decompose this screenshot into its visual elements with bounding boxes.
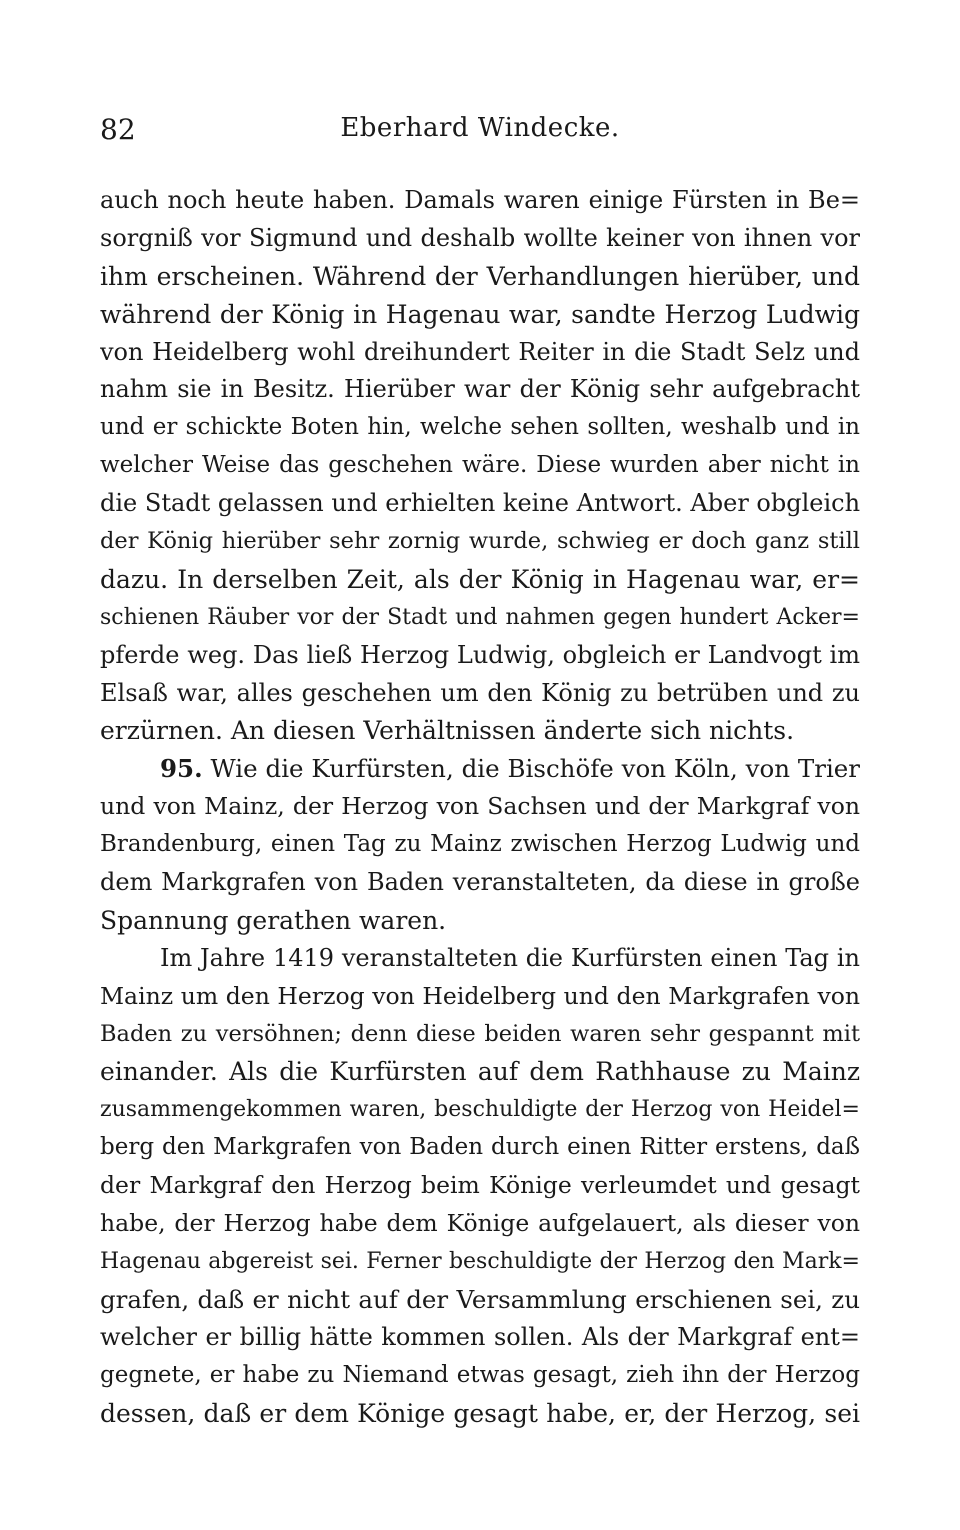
- text-line: sorgniß vor Sigmund und deshalb wollte keiner von ihnen vor: [100, 223, 860, 252]
- text-line: dessen, daß er dem Könige gesagt habe, er, der Herzog, sei: [100, 1398, 860, 1428]
- text-line: Mainz um den Herzog von Heidelberg und den Markgrafen von: [100, 981, 860, 1010]
- text-line: welcher Weise das geschehen wäre. Diese wurden aber nicht in: [100, 452, 860, 479]
- text-line: habe, der Herzog habe dem Könige aufgelauert, als dieser von: [100, 1209, 860, 1238]
- text-line: welcher er billig hätte kommen sollen. Als der Markgraf ent=: [100, 1322, 860, 1351]
- body-text: [100, 182, 860, 1432]
- section-heading-line: und von Mainz, der Herzog von Sachsen und der Markgraf von: [100, 792, 860, 821]
- text-line: und er schickte Boten hin, welche sehen sollten, weshalb und in: [100, 414, 860, 441]
- text-line: nahm sie in Besitz. Hierüber war der König sehr aufgebracht: [100, 375, 860, 404]
- page-number: 82: [100, 113, 136, 146]
- section-heading-text: Wie die Kurfürsten, die Bischöfe von Köln, von Trier: [210, 754, 860, 784]
- text-line: der Markgraf den Herzog beim Könige verleumdet und gesagt: [100, 1171, 860, 1200]
- text-line: erzürnen. An diesen Verhältnissen änderte sich nichts.: [100, 716, 795, 746]
- section-heading-line: Spannung gerathen waren.: [100, 905, 447, 935]
- text-line: grafen, daß er nicht auf der Versammlung erschienen sei, zu: [100, 1284, 860, 1314]
- text-line: während der König in Hagenau war, sandte Herzog Ludwig: [100, 299, 860, 329]
- text-line: Hagenau abgereist sei. Ferner beschuldigte der Herzog den Mark=: [100, 1248, 860, 1274]
- text-line: der König hierüber sehr zornig wurde, schwieg er doch ganz still: [100, 528, 860, 555]
- text-line: Elsaß war, alles geschehen um den König zu betrüben und zu: [100, 678, 860, 707]
- text-line: schienen Räuber vor der Stadt und nahmen gegen hundert Acker=: [100, 604, 860, 630]
- page-header: [100, 113, 860, 153]
- text-line: Baden zu versöhnen; denn diese beiden waren sehr gespannt mit: [100, 1020, 860, 1047]
- text-line: die Stadt gelassen und erhielten keine Antwort. Aber obgleich: [100, 489, 860, 518]
- section-heading-line: [100, 750, 860, 788]
- running-title: Eberhard Windecke.: [340, 113, 620, 143]
- section-heading-line: Brandenburg, einen Tag zu Mainz zwischen Herzog Ludwig und: [100, 831, 860, 858]
- text-line: dazu. In derselben Zeit, als der König in Hagenau war, er=: [100, 564, 860, 594]
- text-line: berg den Markgrafen von Baden durch einen Ritter erstens, daß: [100, 1134, 860, 1161]
- text-line: ihm erscheinen. Während der Verhandlungen hierüber, und: [100, 261, 860, 291]
- text-line: gegnete, er habe zu Niemand etwas gesagt, zieh ihn der Herzog: [100, 1361, 860, 1388]
- text-line: Im Jahre 1419 veranstalteten die Kurfürsten einen Tag in: [160, 943, 860, 972]
- text-line: pferde weg. Das ließ Herzog Ludwig, obgleich er Landvogt im: [100, 640, 860, 669]
- section-heading-line: dem Markgrafen von Baden veranstalteten, da diese in große: [100, 868, 860, 897]
- text-line: auch noch heute haben. Damals waren einige Fürsten in Be=: [100, 186, 860, 214]
- text-line: einander. Als die Kurfürsten auf dem Rathhause zu Mainz: [100, 1057, 860, 1087]
- section-number: 95.: [160, 754, 203, 784]
- text-line: von Heidelberg wohl dreihundert Reiter in die Stadt Selz und: [100, 337, 860, 366]
- text-line: zusammengekommen waren, beschuldigte der Herzog von Heidel=: [100, 1097, 860, 1123]
